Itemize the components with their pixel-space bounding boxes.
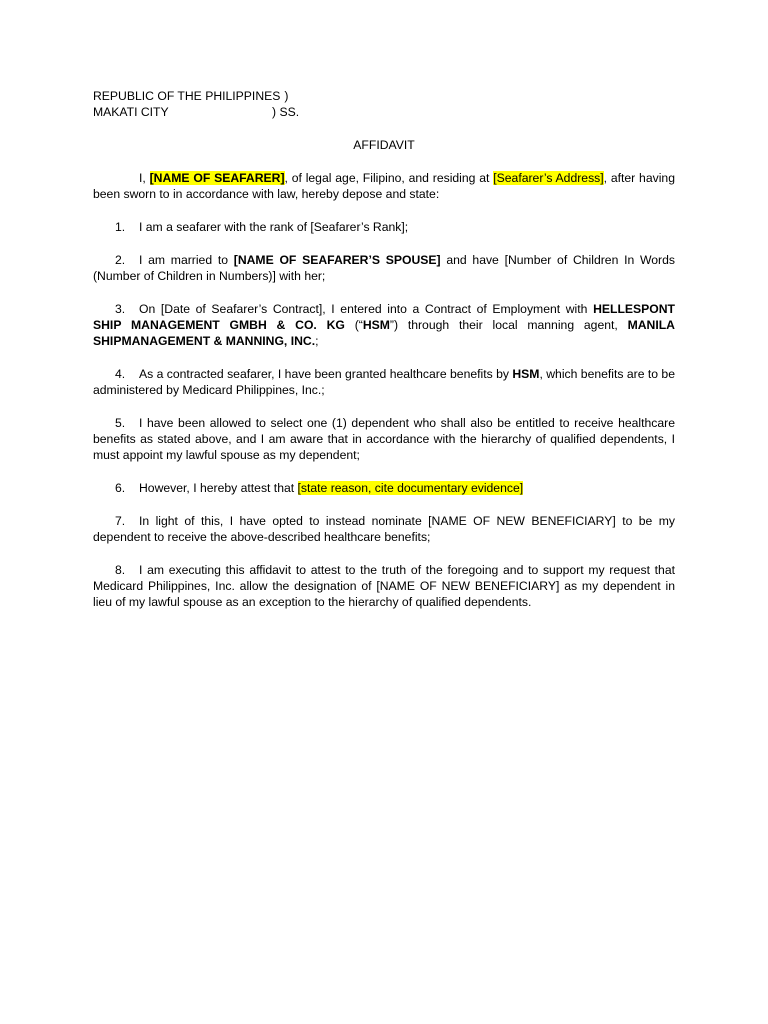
- list-item: [93, 562, 675, 610]
- item-text: I am executing this affidavit to attest to the truth of the foregoing and to support my request that Medicard Philippines, Inc. allow the designation of [NAME OF NEW BENEFICIARY] as my dependent in lieu of my lawful spouse as an exception to the hierarchy of qualified dependents.: [93, 563, 675, 609]
- item-text: ;: [315, 334, 319, 348]
- seafarer-address-placeholder: [Seafarer’s Address]: [493, 171, 604, 185]
- venue-row-city: [93, 104, 675, 120]
- intro-paragraph: [93, 170, 675, 202]
- item-text: On [Date of Seafarer’s Contract], I entered into a Contract of Employment with: [139, 302, 594, 316]
- item-number: 5.: [115, 416, 126, 430]
- list-item: [93, 415, 675, 463]
- affidavit-page: [93, 88, 675, 627]
- item-text: I have been allowed to select one (1) dependent who shall also be entitled to receive healthcare benefits as stated above, and I am aware that in accordance with the hierarchy of qualified dependents, I must appoint my lawful spouse as my dependent;: [93, 416, 675, 462]
- item-text: I am married to: [139, 253, 234, 267]
- item-text: (“: [344, 318, 363, 332]
- list-item: [93, 513, 675, 545]
- document-title: AFFIDAVIT: [353, 138, 415, 152]
- reason-placeholder: [state reason, cite documentary evidence]: [297, 481, 524, 495]
- list-item: [93, 301, 675, 349]
- venue-city: MAKATI CITY: [93, 105, 169, 119]
- item-number: 4.: [115, 367, 126, 381]
- seafarer-name-placeholder: [NAME OF SEAFARER]: [149, 171, 285, 185]
- venue-row-country: [93, 88, 675, 104]
- manning-agent-name: MANILA SHIPMANAGEMENT & MANNING, INC.: [93, 318, 675, 348]
- item-text: As a contracted seafarer, I have been granted healthcare benefits by: [139, 367, 513, 381]
- venue-block: [93, 88, 675, 120]
- venue-bracket: ): [284, 89, 289, 103]
- item-text: ”) through their local manning agent,: [389, 318, 628, 332]
- item-text: , which benefits are to be administered by Medicard Philippines, Inc.;: [93, 367, 675, 397]
- employer-name: HELLESPONT SHIP MANAGEMENT GMBH & CO. KG: [93, 302, 675, 332]
- item-number: 3.: [115, 302, 126, 316]
- intro-text-b: , of legal age, Filipino, and residing at: [284, 171, 494, 185]
- item-number: 6.: [115, 481, 126, 495]
- employer-abbrev: HSM: [362, 318, 390, 332]
- employer-abbrev: HSM: [512, 367, 540, 381]
- intro-text-c: , after having been sworn to in accordance with law, hereby depose and state:: [93, 171, 675, 201]
- item-text: However, I hereby attest that: [139, 481, 298, 495]
- item-number: 1.: [115, 220, 126, 234]
- item-text: In light of this, I have opted to instead nominate [NAME OF NEW BENEFICIARY] to be my dependent to receive the above-described healthcare benefits;: [93, 514, 675, 544]
- list-item: [93, 366, 675, 398]
- item-text: and have [Number of Children In Words (Number of Children in Numbers)] with her;: [93, 253, 675, 283]
- venue-ss: ) SS.: [272, 105, 300, 119]
- list-item: [93, 219, 675, 235]
- list-item: [93, 480, 675, 496]
- item-number: 2.: [115, 253, 126, 267]
- spouse-name-placeholder: [NAME OF SEAFARER’S SPOUSE]: [233, 253, 441, 267]
- venue-country: REPUBLIC OF THE PHILIPPINES: [93, 89, 281, 103]
- item-text: I am a seafarer with the rank of [Seafarer’s Rank];: [139, 220, 409, 234]
- intro-text-a: I,: [139, 171, 150, 185]
- list-item: [93, 252, 675, 284]
- item-number: 8.: [115, 563, 126, 577]
- item-number: 7.: [115, 514, 126, 528]
